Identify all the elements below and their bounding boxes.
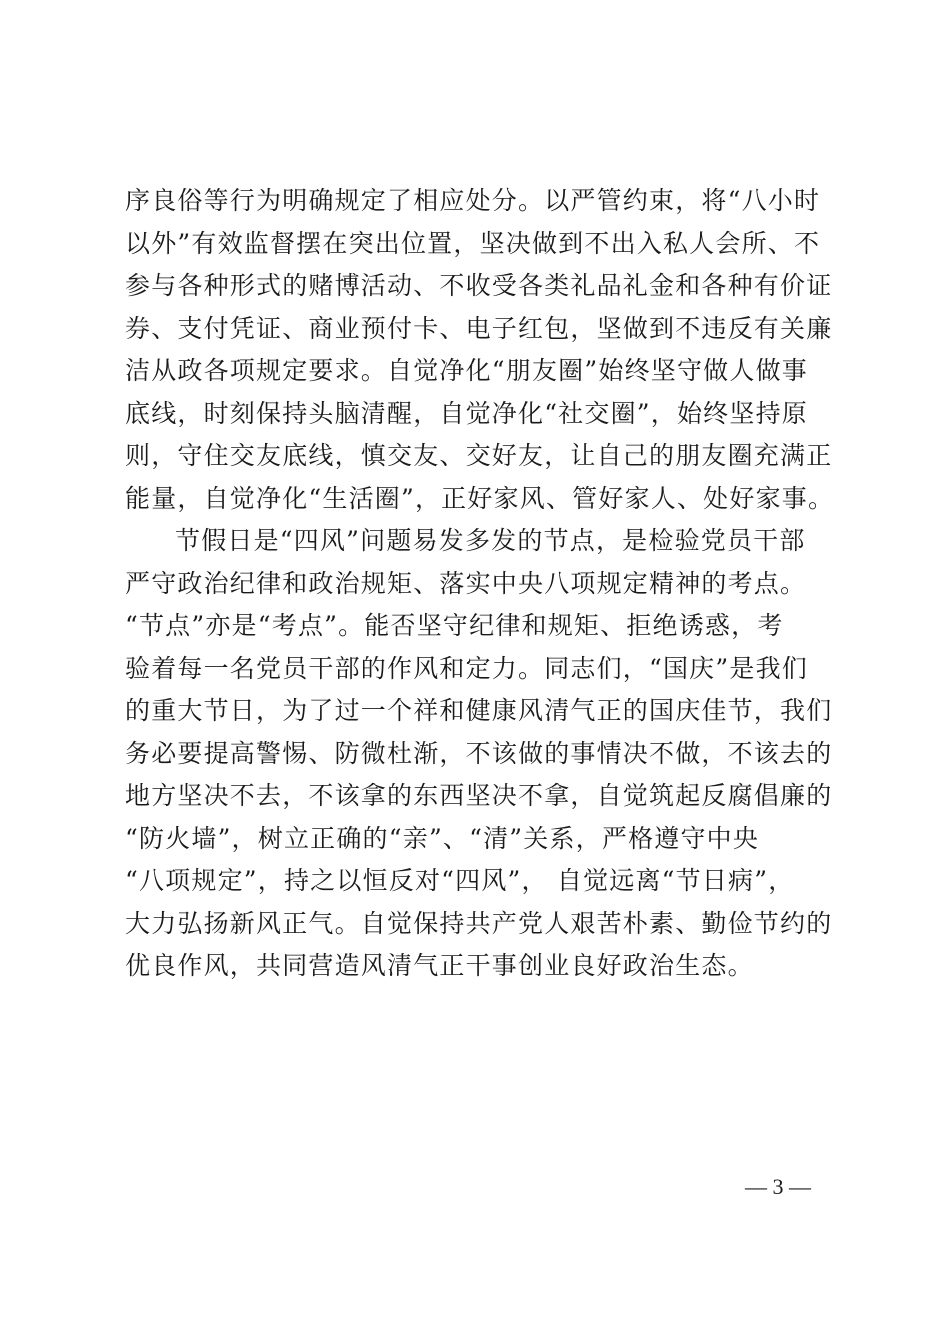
text-line: 能量，自觉净化“生活圈”，正好家风、管好家人、处好家事。 — [125, 483, 835, 513]
text-line: 洁从政各项规定要求。自觉净化“朋友圈”始终坚守做人做事 — [125, 356, 808, 385]
text-line: 验着每一名党员干部的作风和定力。同志们，“国庆”是我们 — [125, 653, 808, 683]
text-line: 参与各种形式的赌博活动、不收受各类礼品礼金和各种有价证 — [125, 271, 833, 300]
text-line: 的重大节日，为了过一个祥和健康风清气正的国庆佳节，我们 — [125, 696, 833, 725]
page-number: — 3 — — [745, 1174, 811, 1199]
text-line: “节点”亦是“考点”。能否坚守纪律和规矩、拒绝诱惑，考 — [125, 611, 784, 640]
text-line: 序良俗等行为明确规定了相应处分。以严管约束，将“八小时 — [125, 186, 821, 215]
text-line: 底线，时刻保持头脑清醒，自觉净化“社交圈”，始终坚持原 — [125, 398, 808, 428]
text-line: 优良作风，共同营造风清气正干事创业良好政治生态。 — [125, 951, 754, 980]
text-line: 务必要提高警惕、防微杜渐，不该做的事情决不做，不该去的 — [125, 738, 833, 768]
text-line: 严守政治纪律和政治规矩、落实中央八项规定精神的考点。 — [125, 568, 807, 598]
text-line: 券、支付凭证、商业预付卡、电子红包，坚做到不违反有关廉 — [125, 313, 833, 343]
text-line: 则，守住交友底线，慎交友、交好友，让自己的朋友圈充满正 — [125, 441, 833, 470]
body-text — [125, 180, 845, 988]
text-line: 地方坚决不去，不该拿的东西坚决不拿，自觉筑起反腐倡廉的 — [125, 781, 833, 810]
text-line: “防火墙”，树立正确的“亲”、“清”关系，严格遵守中央 — [125, 823, 760, 853]
paragraph-start-line: 节假日是“四风”问题易发多发的节点，是检验党员干部 — [175, 526, 806, 555]
text-line: 以外”有效监督摆在突出位置，坚决做到不出入私人会所、不 — [125, 228, 821, 258]
text-line: 大力弘扬新风正气。自觉保持共产党人艰苦朴素、勤俭节约的 — [125, 908, 833, 938]
text-line: “八项规定”，持之以恒反对“四风”， 自觉远离“节日病”， — [125, 866, 795, 895]
